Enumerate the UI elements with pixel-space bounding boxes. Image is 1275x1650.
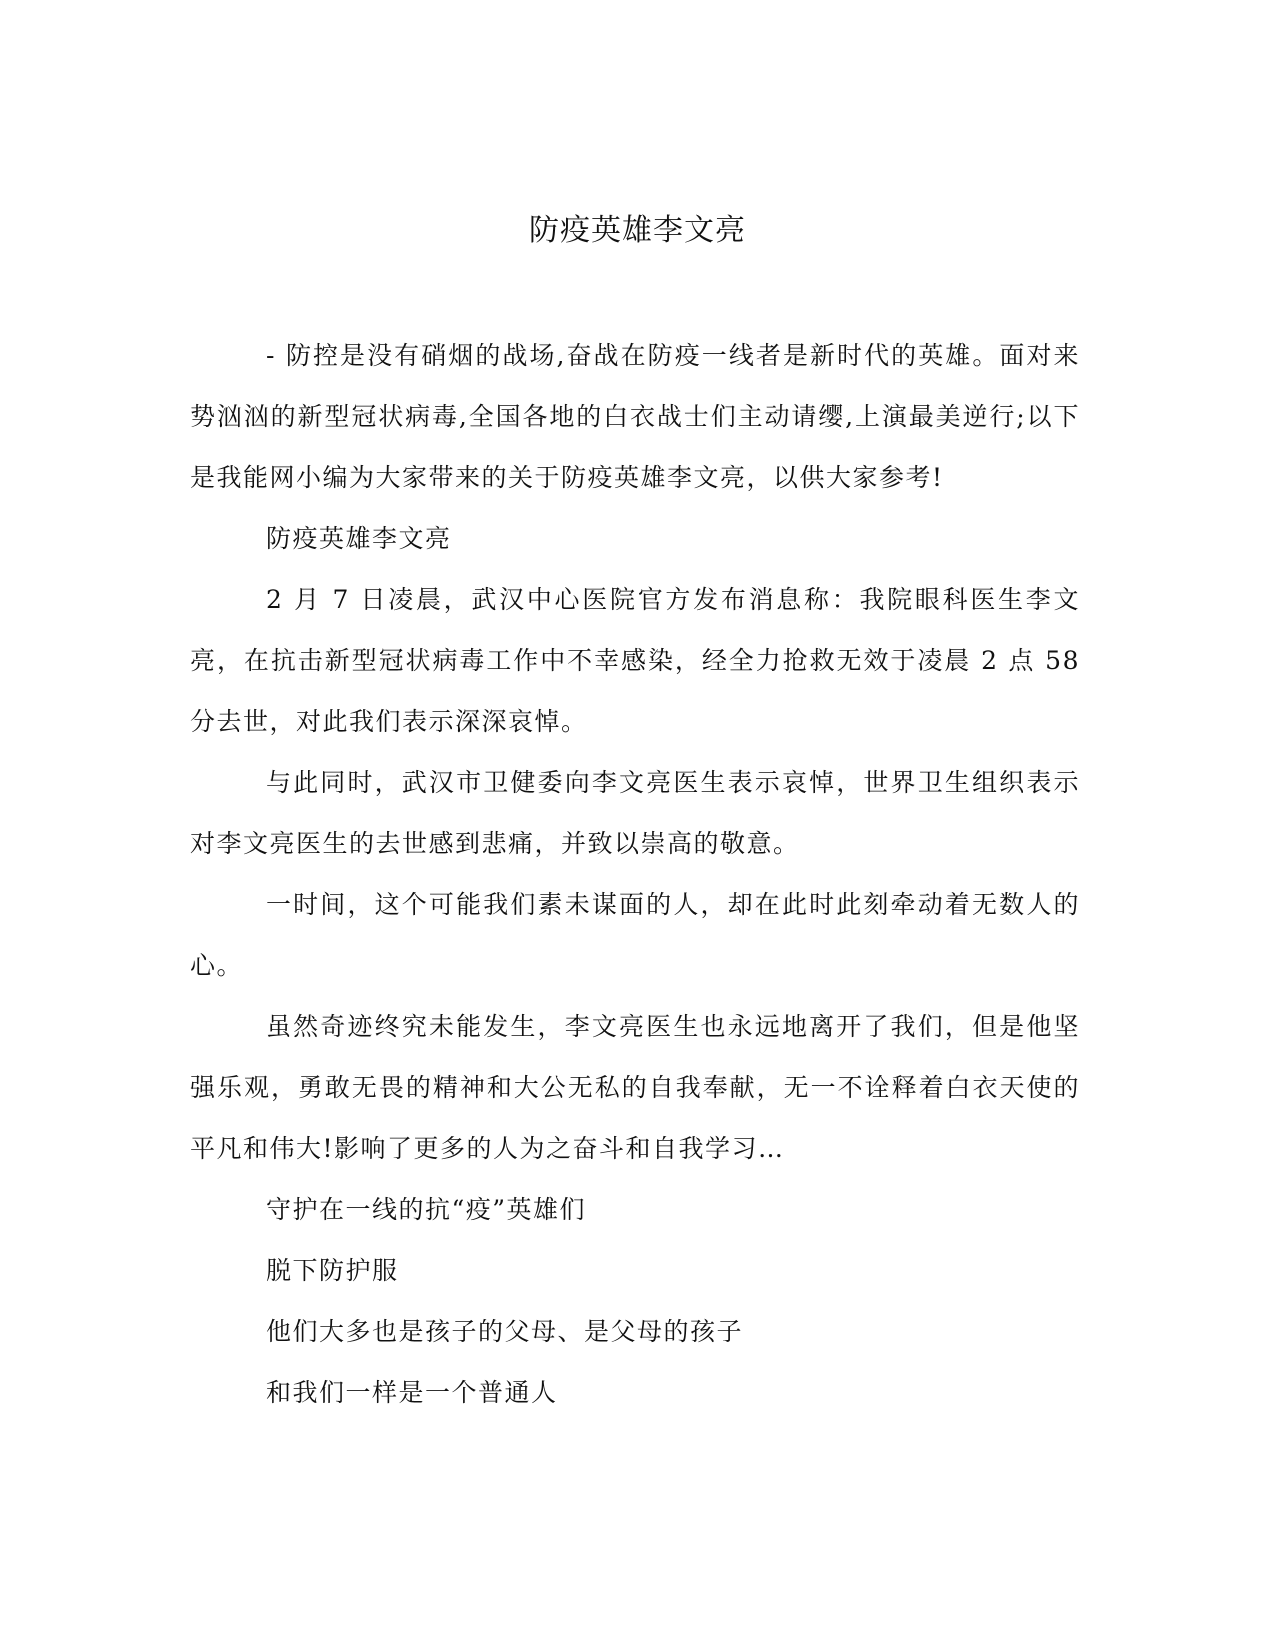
paragraph-moment: 一时间，这个可能我们素未谋面的人，却在此时此刻牵动着无数人的心。 <box>190 890 1080 980</box>
paragraph-line-3: 他们大多也是孩子的父母、是父母的孩子 <box>266 1317 744 1346</box>
paragraph-line-2: 脱下防护服 <box>266 1256 399 1285</box>
paragraph-condolence: 与此同时，武汉市卫健委向李文亮医生表示哀悼，世界卫生组织表示对李文亮医生的去世感到悲痛，并致以崇高的敬意。 <box>190 768 1080 858</box>
paragraph-line-1: 守护在一线的抗“疫”英雄们 <box>266 1195 587 1224</box>
paragraph-subtitle: 防疫英雄李文亮 <box>266 524 452 553</box>
document-body <box>190 325 1080 1423</box>
paragraph-news: 2 月 7 日凌晨，武汉中心医院官方发布消息称：我院眼科医生李文亮，在抗击新型冠状病毒工作中不幸感染，经全力抢救无效于凌晨 2 点 58 分去世，对此我们表示深深哀悼。 <box>190 585 1080 736</box>
paragraph-spirit: 虽然奇迹终究未能发生，李文亮医生也永远地离开了我们，但是他坚强乐观，勇敢无畏的精神和大公无私的自我奉献，无一不诠释着白衣天使的平凡和伟大!影响了更多的人为之奋斗和自我学习… <box>190 1012 1080 1163</box>
paragraph-line-4: 和我们一样是一个普通人 <box>266 1378 558 1407</box>
document-title: 防疫英雄李文亮 <box>529 213 746 248</box>
paragraph-intro: - 防控是没有硝烟的战场,奋战在防疫一线者是新时代的英雄。面对来势汹汹的新型冠状病毒,全国各地的白衣战士们主动请缨,上演最美逆行;以下是我能网小编为大家带来的关于防疫英雄李文亮，以供大家参考! <box>190 341 1080 492</box>
